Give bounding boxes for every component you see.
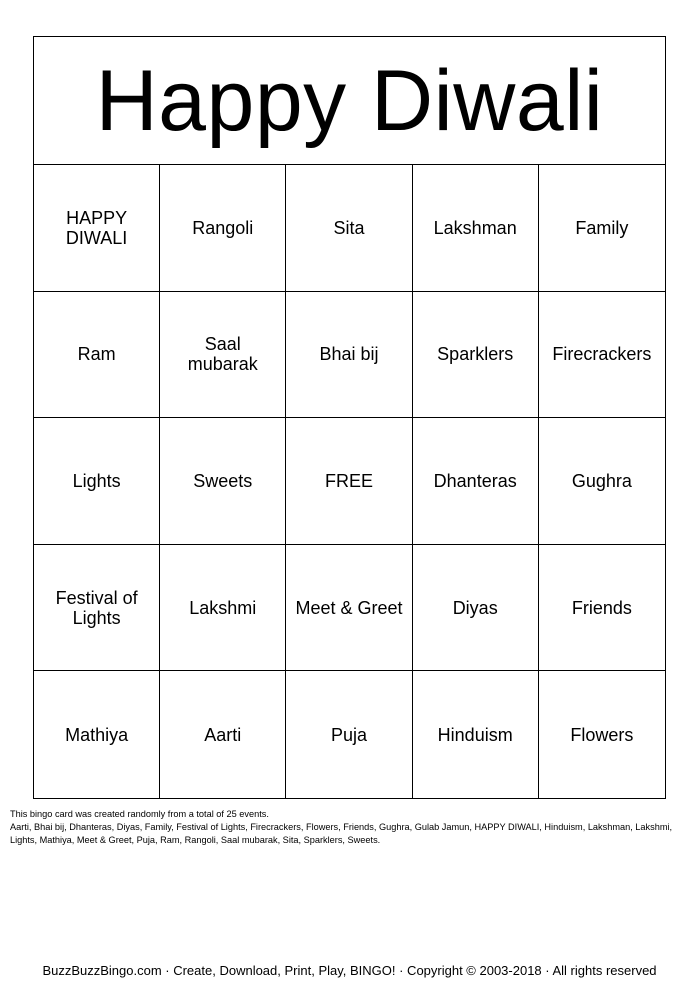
page-footer: BuzzBuzzBingo.com · Create, Download, Print, Play, BINGO! · Copyright © 2003-2018 · All rights reserved bbox=[42, 963, 657, 978]
bingo-cell: Ram bbox=[34, 292, 160, 419]
bingo-cell: Gughra bbox=[539, 418, 665, 545]
bingo-card bbox=[33, 36, 666, 799]
bingo-cell: Firecrackers bbox=[539, 292, 665, 419]
card-info-event-list: Aarti, Bhai bij, Dhanteras, Diyas, Family, Festival of Lights, Firecrackers, Flowers, Friends, Gughra, Gulab Jamun, HAPPY DIWALI, Hinduism, Lakshman, Lakshmi, Lights, Mathiya, Meet & Greet, Puja, Ram, Rangoli, Saal mubarak, Sita, Sparklers, Sweets. bbox=[10, 822, 673, 845]
card-info-summary: This bingo card was created randomly from a total of 25 events. bbox=[10, 809, 269, 819]
bingo-cell: Family bbox=[539, 165, 665, 292]
bingo-cell: Friends bbox=[539, 545, 665, 672]
bingo-cell: Sita bbox=[286, 165, 412, 292]
bingo-cell: Lights bbox=[34, 418, 160, 545]
bingo-cell: Aarti bbox=[160, 671, 286, 798]
bingo-cell: Festival of Lights bbox=[34, 545, 160, 672]
free-space-cell: FREE bbox=[286, 418, 412, 545]
card-info-note bbox=[10, 808, 692, 847]
bingo-cell: Dhanteras bbox=[413, 418, 539, 545]
bingo-cell: Diyas bbox=[413, 545, 539, 672]
bingo-cell: Lakshmi bbox=[160, 545, 286, 672]
bingo-cell: HAPPY DIWALI bbox=[34, 165, 160, 292]
bingo-cell: Bhai bij bbox=[286, 292, 412, 419]
bingo-cell: Flowers bbox=[570, 724, 634, 745]
bingo-cell: Lakshman bbox=[413, 165, 539, 292]
bingo-cell: Rangoli bbox=[160, 165, 286, 292]
bingo-grid bbox=[34, 165, 665, 798]
bingo-cell: Mathiya bbox=[34, 671, 160, 798]
bingo-cell: Meet & Greet bbox=[286, 545, 412, 672]
card-title: Happy Diwali bbox=[34, 37, 665, 165]
bingo-cell: Hinduism bbox=[413, 671, 539, 798]
bingo-cell: Sparklers bbox=[413, 292, 539, 419]
bingo-cell: Saal mubarak bbox=[160, 292, 286, 419]
bingo-cell: Sweets bbox=[160, 418, 286, 545]
bingo-cell: Puja bbox=[286, 671, 412, 798]
